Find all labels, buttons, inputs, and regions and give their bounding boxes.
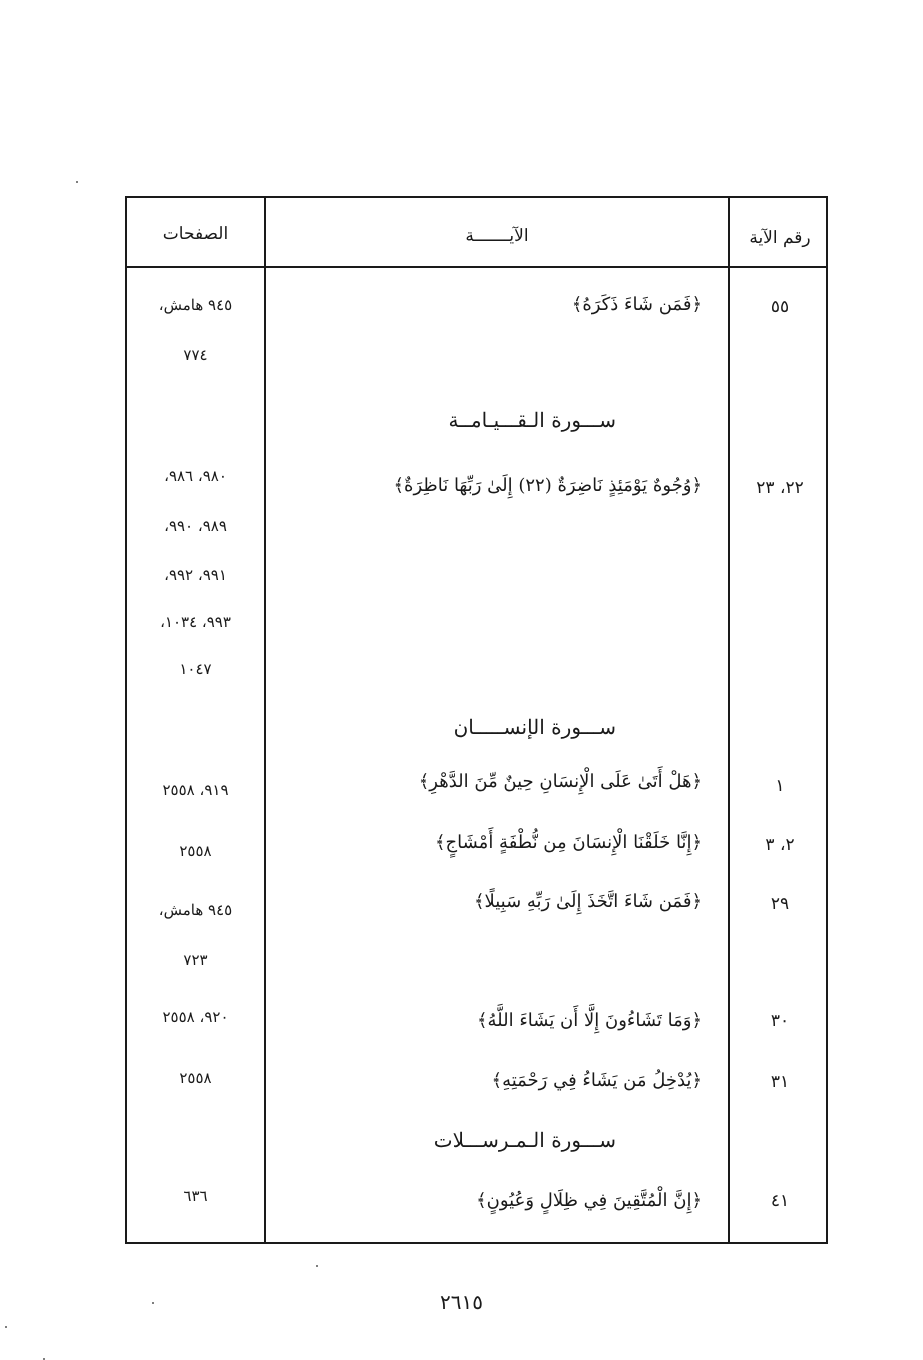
header-verse: الآيـــــــة — [465, 226, 529, 246]
verse-text: ﴿وَمَا تَشَاءُونَ إِلَّا أَن يَشَاءَ اللَّهُ﴾ — [476, 1010, 702, 1031]
pages-line: ٩١٩، ٢٥٥٨ — [162, 781, 229, 799]
verse-number: ٥٥ — [770, 297, 790, 317]
pages-line: ٩٢٠، ٢٥٥٨ — [162, 1008, 229, 1026]
header-verse-number: رقم الآية — [749, 228, 811, 248]
header-divider — [127, 266, 826, 268]
pages-line: ٢٥٥٨ — [179, 842, 212, 860]
pages-line: ٩٨٩، ٩٩٠، — [164, 517, 227, 535]
scan-speck — [152, 1302, 154, 1304]
scan-speck — [316, 1265, 318, 1267]
column-divider-pages — [264, 198, 266, 1242]
verse-number: ٢، ٣ — [765, 835, 795, 855]
index-table — [125, 196, 828, 1244]
pages-line: ٩٩١، ٩٩٢، — [164, 566, 227, 584]
verse-text: ﴿إِنَّ الْمُتَّقِينَ فِي ظِلَالٍ وَعُيُونٍ﴾ — [476, 1190, 702, 1211]
verse-number: ٤١ — [770, 1191, 790, 1211]
header-pages: الصفحات — [162, 224, 229, 244]
pages-line: ٩٩٣، ١٠٣٤، — [160, 613, 231, 631]
verse-number: ٢٩ — [770, 894, 790, 914]
verse-number: ٢٢، ٢٣ — [756, 478, 804, 498]
pages-line: ٧٧٤ — [183, 346, 208, 364]
page-number: ٢٦١٥ — [440, 1290, 483, 1314]
pages-line: ٦٣٦ — [183, 1187, 208, 1205]
verse-text: ﴿هَلْ أَتَىٰ عَلَى الْإِنسَانِ حِينٌ مِّنَ الدَّهْرِ﴾ — [418, 771, 702, 792]
verse-text: ﴿فَمَن شَاءَ اتَّخَذَ إِلَىٰ رَبِّهِ سَبِيلًا﴾ — [473, 891, 702, 912]
verse-text: ﴿وُجُوهٌ يَوْمَئِذٍ نَاضِرَةٌ (٢٢) إِلَىٰ رَبِّهَا نَاظِرَةٌ﴾ — [393, 475, 702, 496]
pages-line: ٩٨٠، ٩٨٦، — [164, 467, 227, 485]
pages-line: ٧٢٣ — [183, 951, 208, 969]
pages-line: ٩٤٥ هامش، — [158, 296, 233, 314]
surah-heading: ســـورة الـمـرســـلات — [433, 1128, 616, 1152]
verse-number: ٣٠ — [770, 1011, 790, 1031]
pages-line: ١٠٤٧ — [179, 660, 212, 678]
verse-text: ﴿فَمَن شَاءَ ذَكَرَهُ﴾ — [571, 294, 702, 315]
surah-heading: ســـورة الإنســـــان — [453, 715, 616, 739]
verse-number: ١ — [775, 776, 785, 796]
verse-number: ٣١ — [770, 1072, 790, 1092]
column-divider-number — [728, 198, 730, 1242]
scan-speck — [5, 1326, 7, 1328]
verse-text: ﴿إِنَّا خَلَقْنَا الْإِنسَانَ مِن نُّطْفَةٍ أَمْشَاجٍ﴾ — [434, 832, 702, 853]
pages-line: ٢٥٥٨ — [179, 1069, 212, 1087]
surah-heading: ســـورة الـقـــيـامــة — [448, 408, 616, 432]
verse-text: ﴿يُدْخِلُ مَن يَشَاءُ فِي رَحْمَتِهِ﴾ — [491, 1070, 702, 1091]
scan-speck — [76, 181, 78, 183]
pages-line: ٩٤٥ هامش، — [158, 901, 233, 919]
